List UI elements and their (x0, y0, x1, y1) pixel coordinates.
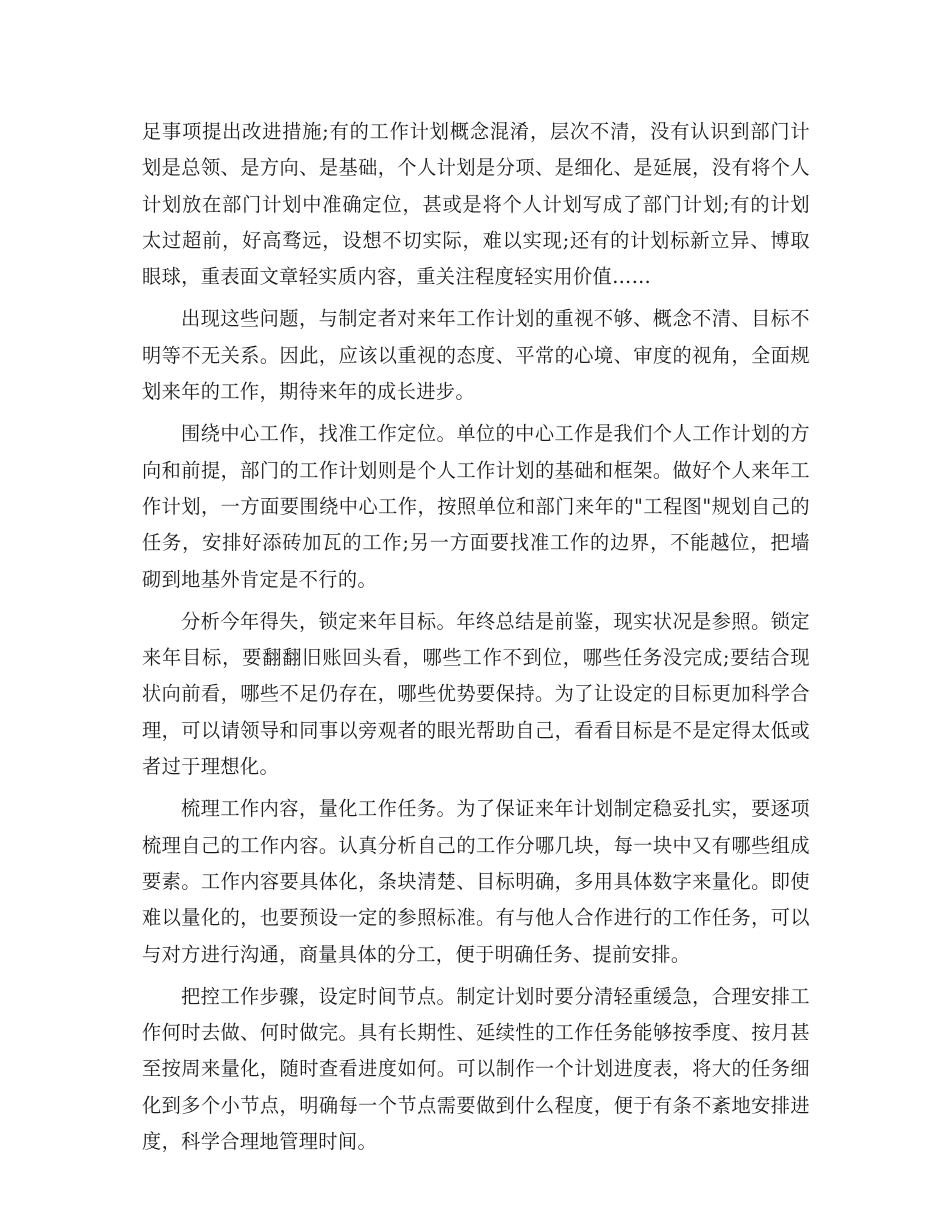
document-body (142, 114, 810, 1160)
paragraph-analyze-goals: 分析今年得失，锁定来年目标。年终总结是前鉴，现实状况是参照。锁定来年目标，要翻翻旧账回头看，哪些工作不到位，哪些任务没完成;要结合现状向前看，哪些不足仍存在，哪些优势要保持。为了让设定的目标更加科学合理，可以请领导和同事以旁观者的眼光帮助自己，看看目标是不是定得太低或者过于理想化。 (142, 609, 810, 779)
paragraph-time-nodes: 把控工作步骤，设定时间节点。制定计划时要分清轻重缓急，合理安排工作何时去做、何时做完。具有长期性、延续性的工作任务能够按季度、按月甚至按周来量化，随时查看进度如何。可以制作一个计划进度表，将大的任务细化到多个小节点，明确每一个节点需要做到什么程度，便于有条不紊地安排进度，科学合理地管理时间。 (142, 984, 810, 1154)
paragraph-continued: 足事项提出改进措施;有的工作计划概念混淆，层次不清，没有认识到部门计划是总领、是方向、是基础，个人计划是分项、是细化、是延展，没有将个人计划放在部门计划中准确定位，甚或是将个人计划写成了部门计划;有的计划太过超前，好高骛远，设想不切实际，难以实现;还有的计划标新立异、博取眼球，重表面文章轻实质内容，重关注程度轻实用价值…… (142, 120, 810, 289)
paragraph-problems-cause: 出现这些问题，与制定者对来年工作计划的重视不够、概念不清、目标不明等不无关系。因此，应该以重视的态度、平常的心境、审度的视角，全面规划来年的工作，期待来年的成长进步。 (142, 307, 810, 404)
paragraph-quantify-tasks: 梳理工作内容，量化工作任务。为了保证来年计划制定稳妥扎实，要逐项梳理自己的工作内容。认真分析自己的工作分哪几块，每一块中又有哪些组成要素。工作内容要具体化，条块清楚、目标明确，多用具体数字来量化。即使难以量化的，也要预设一定的参照标准。有与他人合作进行的工作任务，可以与对方进行沟通，商量具体的分工，便于明确任务、提前安排。 (142, 797, 810, 966)
paragraph-center-work: 围绕中心工作，找准工作定位。单位的中心工作是我们个人工作计划的方向和前提，部门的工作计划则是个人工作计划的基础和框架。做好个人来年工作计划，一方面要围绕中心工作，按照单位和部门来年的"工程图"规划自己的任务，安排好添砖加瓦的工作;另一方面要找准工作的边界，不能越位，把墙砌到地基外肯定是不行的。 (142, 422, 810, 591)
